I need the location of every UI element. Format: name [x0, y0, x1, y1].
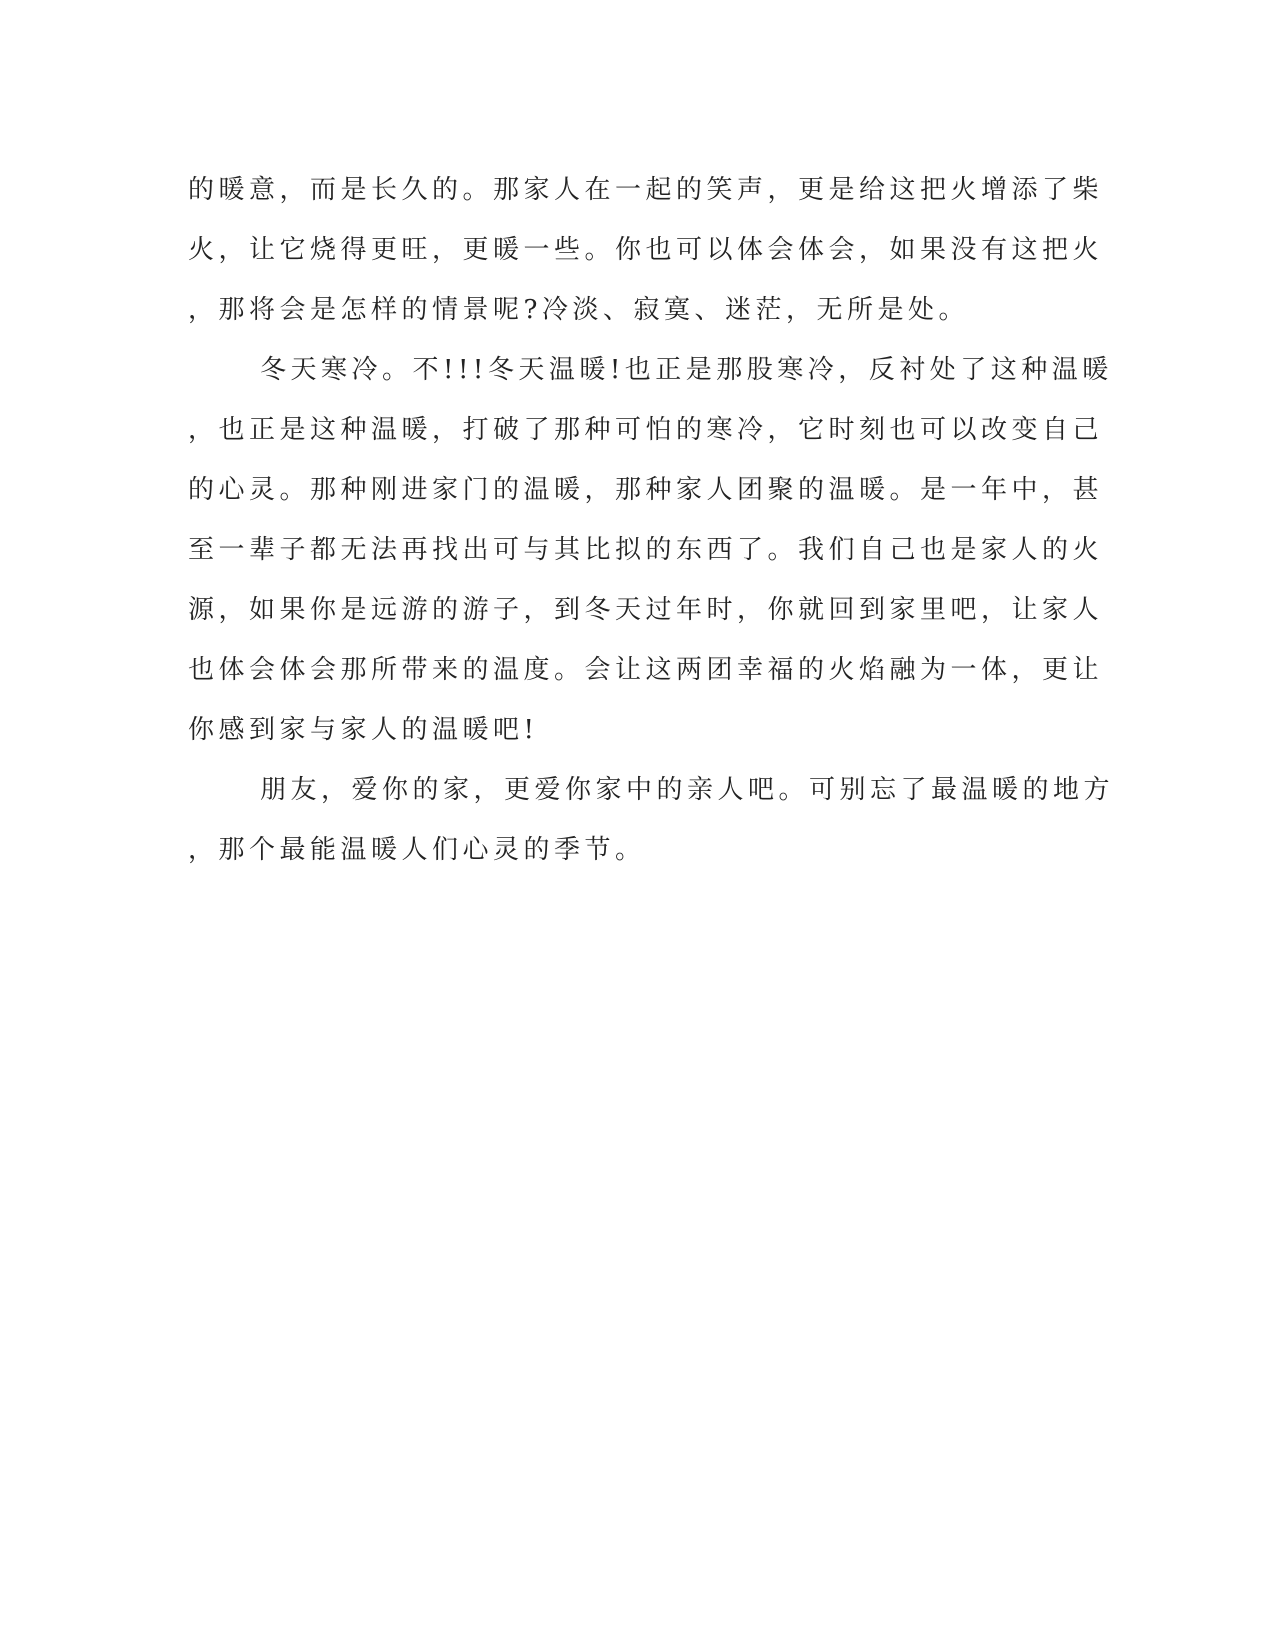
paragraph-2-line-1: 冬天寒冷。不!!!冬天温暖!也正是那股寒冷，反衬处了这种温暖 — [260, 355, 1113, 385]
paragraph-2-line-3: 的心灵。那种刚进家门的温暖，那种家人团聚的温暖。是一年中，甚 — [188, 475, 1104, 505]
paragraph-1-line-3: ，那将会是怎样的情景呢?冷淡、寂寞、迷茫，无所是处。 — [188, 295, 969, 325]
paragraph-2-line-5: 源，如果你是远游的游子，到冬天过年时，你就回到家里吧，让家人 — [188, 595, 1104, 625]
paragraph-2-line-7: 你感到家与家人的温暖吧! — [188, 715, 539, 745]
paragraph-2-line-2: ，也正是这种温暖，打破了那种可怕的寒冷，它时刻也可以改变自己 — [188, 415, 1104, 445]
paragraph-1-line-2: 火，让它烧得更旺，更暖一些。你也可以体会体会，如果没有这把火 — [188, 235, 1104, 265]
paragraph-3-line-2: ，那个最能温暖人们心灵的季节。 — [188, 835, 646, 865]
paragraph-2-line-6: 也体会体会那所带来的温度。会让这两团幸福的火焰融为一体，更让 — [188, 655, 1104, 685]
paragraph-2-line-4: 至一辈子都无法再找出可与其比拟的东西了。我们自己也是家人的火 — [188, 535, 1104, 565]
paragraph-1-line-1: 的暖意，而是长久的。那家人在一起的笑声，更是给这把火增添了柴 — [188, 175, 1104, 205]
body-text — [188, 160, 1115, 880]
paragraph-3-line-1: 朋友，爱你的家，更爱你家中的亲人吧。可别忘了最温暖的地方 — [260, 775, 1115, 805]
